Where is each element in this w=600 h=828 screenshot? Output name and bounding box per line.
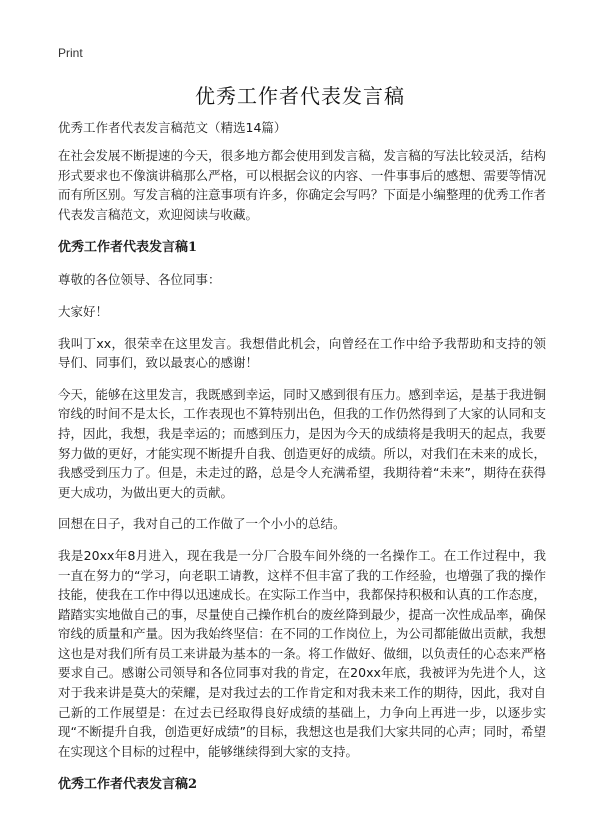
greeting-paragraph: 大家好！ bbox=[58, 303, 109, 319]
document-body bbox=[58, 118, 546, 807]
section-heading-2: 优秀工作者代表发言稿2 bbox=[58, 777, 198, 793]
body-paragraph: 我叫丁xx，很荣幸在这里发言。我想借此机会，向曾经在工作中给予我帮助和支持的领导们、同事们，致以最衷心的感谢！ bbox=[58, 335, 546, 371]
intro-paragraph: 在社会发展不断提速的今天，很多地方都会使用到发言稿，发言稿的写法比较灵活，结构形式要求也不像演讲稿那么严格，可以根据会议的内容、一件事事后的感想、需要等情况而有所区别。写发言稿的注意事项有许多，你确定会写吗？下面是小编整理的优秀工作者代表发言稿范文，欢迎阅读与收藏。 bbox=[58, 148, 546, 222]
salutation-paragraph: 尊敬的各位领导、各位同事： bbox=[58, 272, 221, 288]
page-title: 优秀工作者代表发言稿 bbox=[195, 84, 405, 108]
body-paragraph: 回想在日子，我对自己的工作做了一个小小的总结。 bbox=[58, 516, 346, 532]
section-heading-1: 优秀工作者代表发言稿1 bbox=[58, 240, 198, 256]
body-paragraph: 今天，能够在这里发言，我既感到幸运，同时又感到很有压力。感到幸运，是基于我进铜帘线的时间不是太长，工作表现也不算特别出色，但我的工作仍然得到了大家的认同和支持，因此，我想，我是幸运的；而感到压力，是因为今天的成绩将是我明天的起点，我要努力做的更好，才能实现不断提升自我、创造更好的成绩。所以，对我们在未来的成长，我感受到压力了。但是，未走过的路，总是令人充满希望，我期待着“未来”，期待在获得更大成功，为做出更大的贡献。 bbox=[58, 386, 546, 500]
print-label: Print bbox=[58, 46, 83, 60]
body-paragraph: 我是20xx年8月进入，现在我是一分厂合股车间外绕的一名操作工。在工作过程中，我一直在努力的“学习，向老职工请教，这样不但丰富了我的工作经验，也增强了我的操作技能，使我在工作中得以迅速成长。在实际工作当中，我都保持积极和认真的工作态度，踏踏实实地做自己的事，尽量使自己操作机台的废丝降到最少，提高一次性成品率，确保帘线的质量和产量。因为我始终坚信：在不同的工作岗位上，为公司都能做出贡献，我想这也是对我们所有员工来讲最为基本的一条。将工作做好、做细，以负责任的心态来严格要求自己。感谢公司领导和各位同事对我的肯定，在20xx年底，我被评为先进个人，这对于我来讲是莫大的荣耀，是对我过去的工作肯定和对我未来工作的期待，因此，我对自己新的工作展望是：在过去已经取得良好成绩的基础上，力争向上再进一步，以逐步实现“不断提升自我，创造更好成绩”的目标，我想这也是我们大家共同的心声；同时，希望在实现这个目标的过程中，能够继续得到大家的支持。 bbox=[58, 547, 546, 759]
document-subtitle: 优秀工作者代表发言稿范文（精选14篇） bbox=[58, 120, 287, 135]
